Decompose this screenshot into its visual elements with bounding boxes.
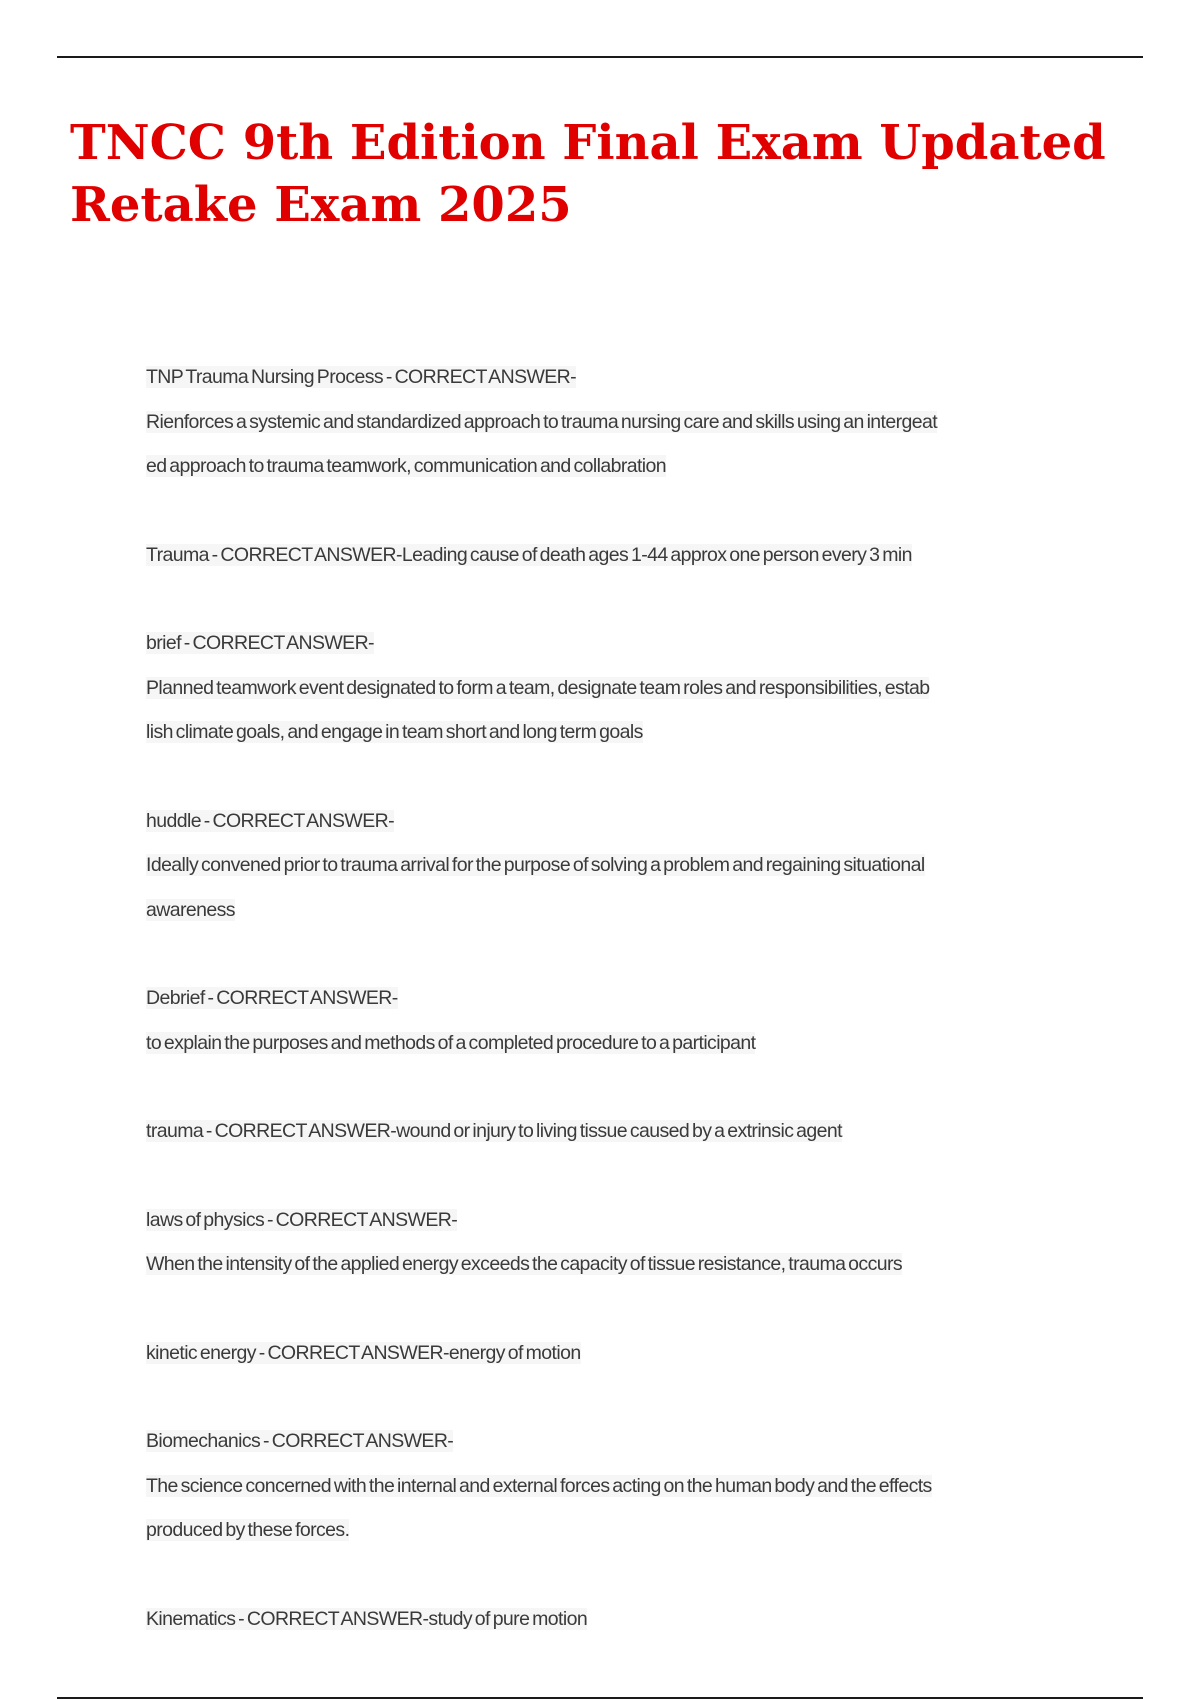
entry-line: Rienforces a systemic and standardized approach to trauma nursing care and skills using an intergeat	[146, 410, 938, 433]
qa-entry	[146, 533, 1081, 578]
entry-line: awareness	[146, 898, 235, 921]
flashcard-list	[146, 355, 1081, 1685]
entry-line: lish climate goals, and engage in team short and long term goals	[146, 721, 643, 743]
bottom-divider	[57, 1697, 1143, 1699]
entry-line: The science concerned with the internal and external forces acting on the human body and the effects	[146, 1474, 932, 1497]
qa-entry	[146, 1109, 1081, 1154]
entry-line: huddle - CORRECT ANSWER-	[146, 809, 394, 832]
entry-line: Planned teamwork event designated to form a team, designate team roles and responsibilities, estab	[146, 676, 930, 699]
entry-line: to explain the purposes and methods of a completed procedure to a participant	[146, 1031, 756, 1054]
qa-entry	[146, 621, 1081, 755]
entry-line: produced by these forces.	[146, 1519, 350, 1541]
qa-entry	[146, 1597, 1081, 1642]
entry-line: ed approach to trauma teamwork, communication and collabration	[146, 455, 667, 477]
qa-entry	[146, 1331, 1081, 1376]
entry-line: kinetic energy - CORRECT ANSWER-energy of motion	[146, 1341, 581, 1364]
qa-entry	[146, 355, 1081, 489]
entry-line: Kinematics - CORRECT ANSWER-study of pure motion	[146, 1607, 588, 1630]
qa-entry	[146, 976, 1081, 1065]
entry-line: laws of physics - CORRECT ANSWER-	[146, 1208, 458, 1231]
entry-line: Biomechanics - CORRECT ANSWER-	[146, 1430, 454, 1452]
qa-entry	[146, 1419, 1081, 1553]
entry-line: Trauma - CORRECT ANSWER-Leading cause of death ages 1-44 approx one person every 3 min	[146, 543, 912, 566]
qa-entry	[146, 799, 1081, 933]
entry-line: TNP Trauma Nursing Process - CORRECT ANSWER-	[146, 366, 577, 388]
top-divider	[57, 56, 1143, 58]
document-title: TNCC 9th Edition Final Exam Updated Retake Exam 2025	[70, 115, 1106, 233]
entry-line: Ideally convened prior to trauma arrival for the purpose of solving a problem and regaining situational	[146, 854, 925, 876]
entry-line: trauma - CORRECT ANSWER-wound or injury to living tissue caused by a extrinsic agent	[146, 1120, 842, 1142]
qa-entry	[146, 1198, 1081, 1287]
entry-line: Debrief - CORRECT ANSWER-	[146, 987, 398, 1009]
entry-line: When the intensity of the applied energy exceeds the capacity of tissue resistance, trauma occurs	[146, 1253, 903, 1275]
entry-line: brief - CORRECT ANSWER-	[146, 632, 374, 654]
